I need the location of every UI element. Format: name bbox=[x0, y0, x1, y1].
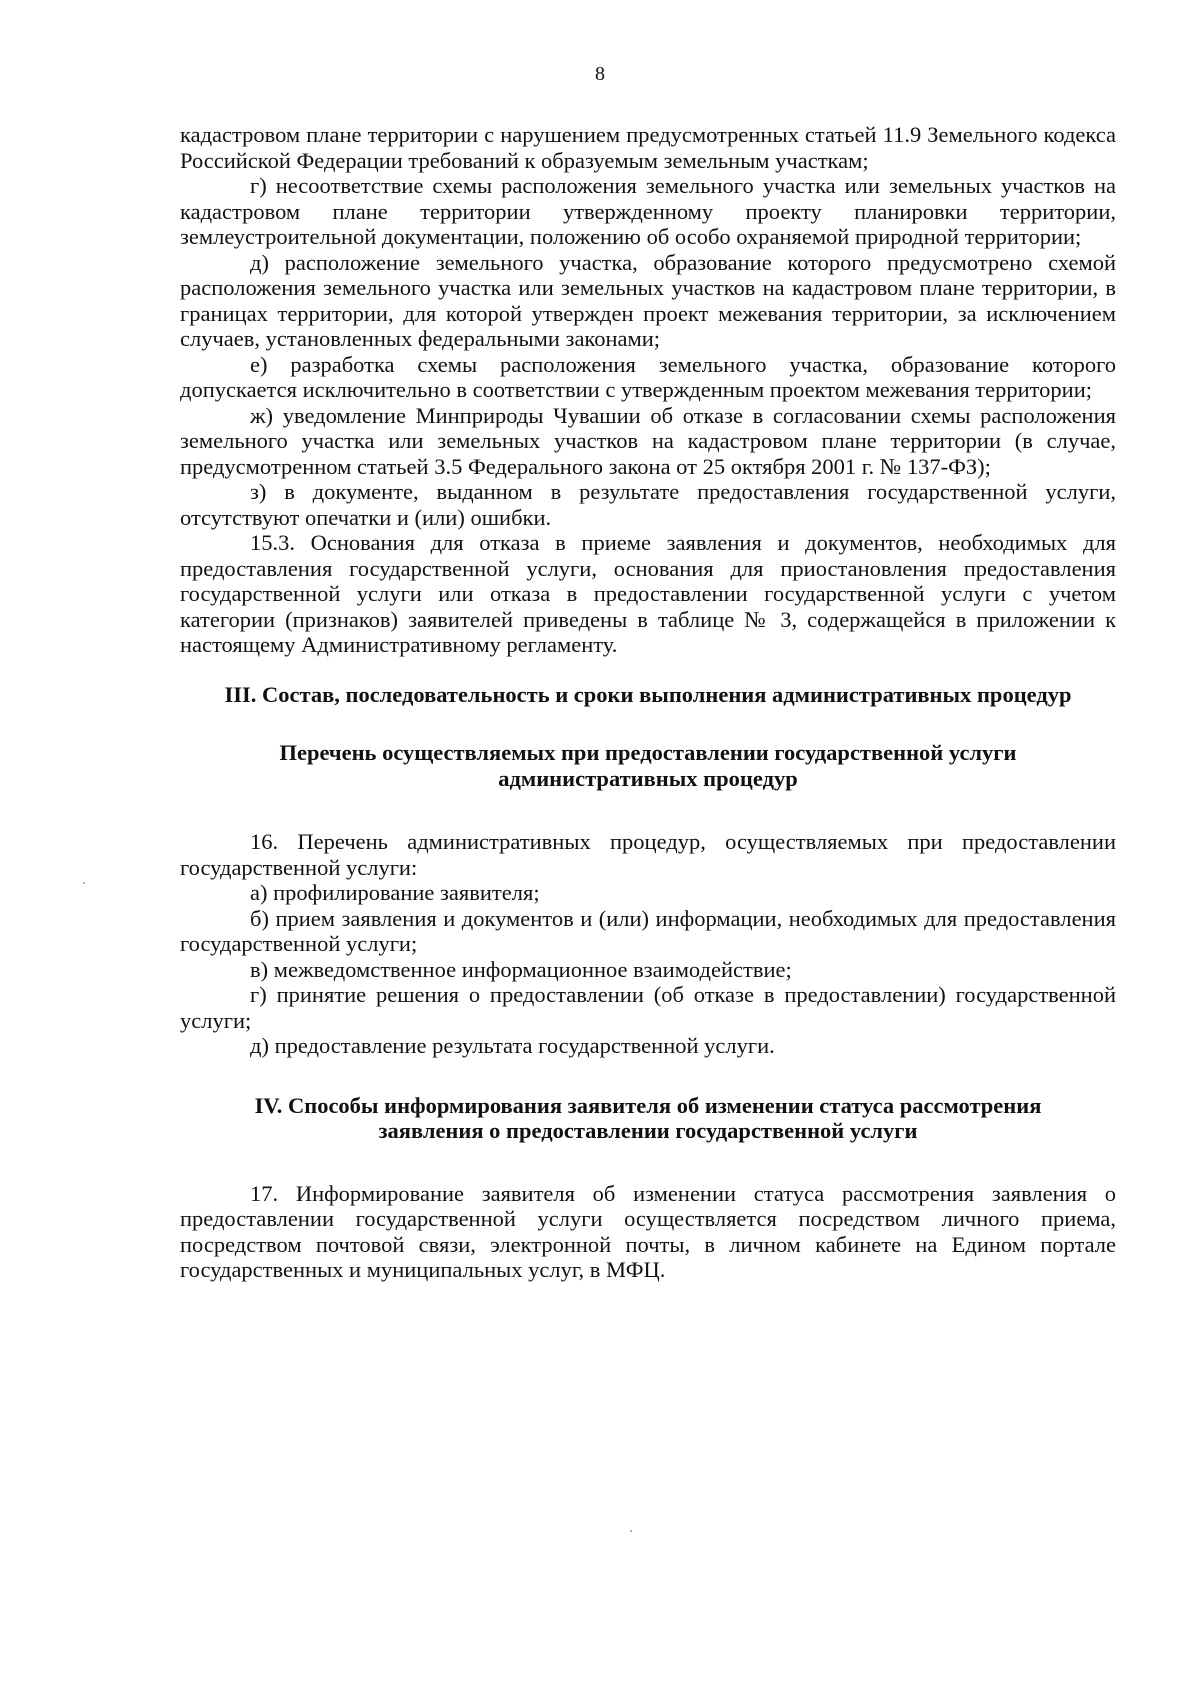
section-4-heading-line-2: заявления о предоставлении государственной услуги bbox=[378, 1118, 918, 1143]
list-item: д) предоставление результата государственной услуги. bbox=[250, 1033, 775, 1058]
list-item: в) межведомственное информационное взаимодействие; bbox=[250, 956, 792, 982]
paragraph-item-e: е) разработка схемы расположения земельного участка, образование которого допускается исключительно в соответствии с утвержденным проектом межевания территории; bbox=[180, 351, 1116, 402]
scan-speck bbox=[630, 1530, 632, 1532]
paragraph-item-d: д) расположение земельного участка, образование которого предусмотрено схемой расположения земельного участка или земельных участков на кадастровом плане территории, в границах территории, для которой утвержден проект межевания территории, за исключением случаев, установленных федеральными законами; bbox=[180, 249, 1116, 351]
list-item: г) принятие решения о предоставлении (об отказе в предоставлении) государственной услуги; bbox=[180, 982, 1116, 1033]
paragraph-item-zh: ж) уведомление Минприроды Чувашии об отказе в согласовании схемы расположения земельного участка или земельных участков на кадастровом плане территории (в случае, предусмотренном статьей 3.5 Федерального закона от 25 октября 2001 г. № 137-ФЗ); bbox=[180, 402, 1116, 479]
paragraph-item-g: г) несоответствие схемы расположения земельного участка или земельных участков на кадастровом плане территории утвержденному проекту планировки территории, землеустроительной документации, положению об особо охраняемой природной территории; bbox=[180, 173, 1116, 249]
page-body bbox=[180, 122, 1116, 1283]
section-3-subheading-line-1: Перечень осуществляемых при предоставлении государственной услуги bbox=[279, 740, 1017, 765]
paragraph-item-16: 16. Перечень административных процедур, осуществляемых при предоставлении государственной услуги: bbox=[180, 829, 1116, 880]
scan-speck bbox=[83, 882, 85, 884]
paragraph-item-z: з) в документе, выданном в результате предоставления государственной услуги, отсутствуют опечатки и (или) ошибки. bbox=[180, 479, 1116, 530]
paragraph-item-15-3: 15.3. Основания для отказа в приеме заявления и документов, необходимых для предоставления государственной услуги, основания для приостановления предоставления государственной услуги или отказа в предоставлении государственной услуги с учетом категории (признаков) заявителей приведены в таблице № 3, содержащейся в приложении к настоящему Административному регламенту. bbox=[180, 530, 1116, 657]
list-item: а) профилирование заявителя; bbox=[250, 880, 540, 905]
section-4-heading-line-1: IV. Способы информирования заявителя об изменении статуса рассмотрения bbox=[254, 1092, 1042, 1118]
paragraph-cadastral-continuation: кадастровом плане территории с нарушением предусмотренных статьей 11.9 Земельного кодекса Российской Федерации требований к образуемым земельным участкам; bbox=[180, 122, 1116, 173]
section-4-heading bbox=[180, 1093, 1116, 1144]
page-number: 8 bbox=[595, 63, 605, 85]
list-item: б) прием заявления и документов и (или) информации, необходимых для предоставления государственной услуги; bbox=[180, 905, 1116, 956]
section-3-subheading-line-2: административных процедур bbox=[498, 765, 798, 791]
paragraph-item-17: 17. Информирование заявителя об изменении статуса рассмотрения заявления о предоставлении государственной услуги осуществляется посредством личного приема, посредством почтовой связи, электронной почты, в личном кабинете на Едином портале государственных и муниципальных услуг, в МФЦ. bbox=[180, 1180, 1116, 1282]
section-3-heading: III. Состав, последовательность и сроки выполнения административных процедур bbox=[224, 681, 1072, 707]
section-3-subheading bbox=[180, 740, 1116, 791]
